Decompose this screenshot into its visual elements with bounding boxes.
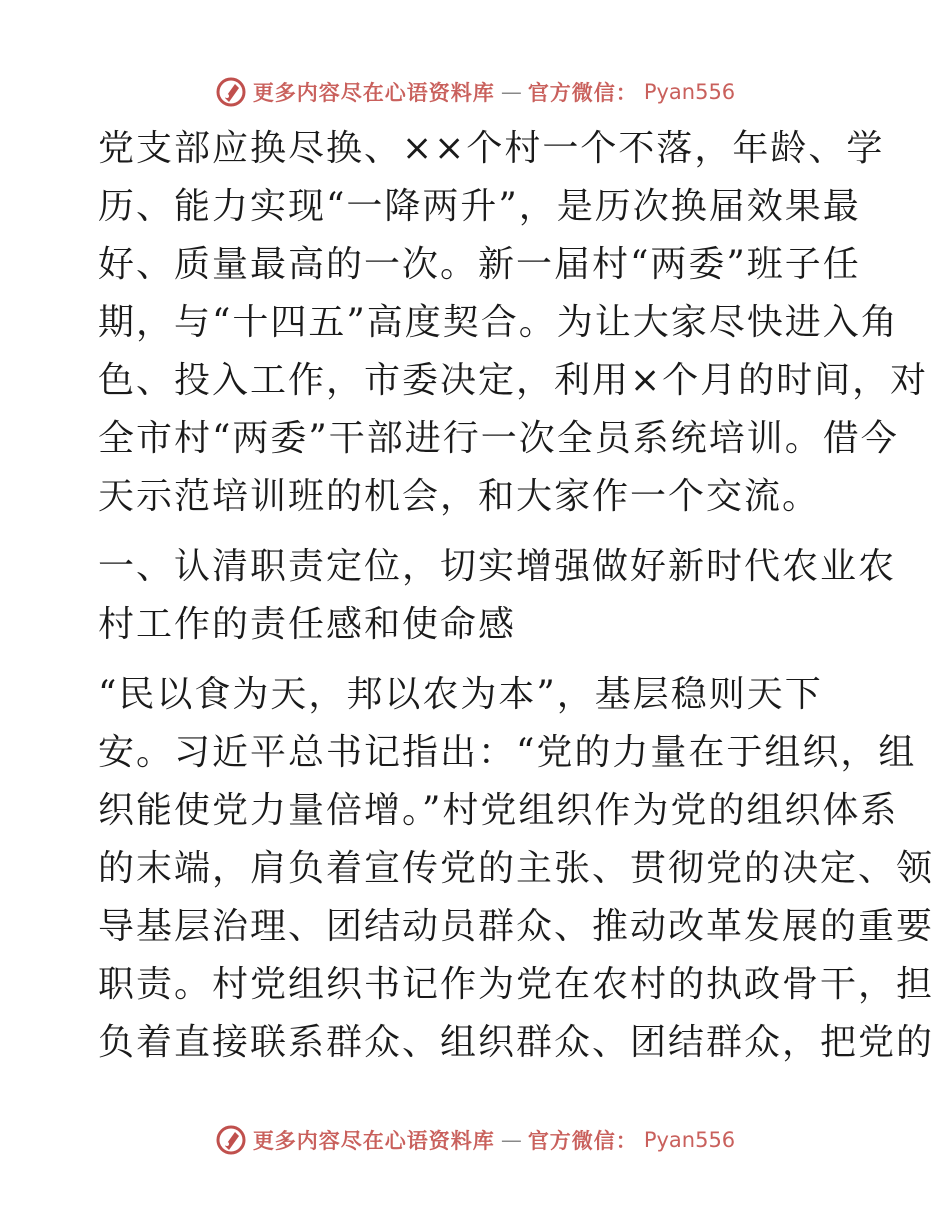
pen-nib-logo-icon: [215, 76, 247, 108]
document-body: [98, 120, 935, 1072]
text-line: 期，与“十四五”高度契合。为让大家尽快进入角: [98, 302, 899, 343]
text-line: 天示范培训班的机会，和大家作一个交流。: [98, 476, 821, 517]
watermark-wechat-id: Pyan556: [643, 80, 736, 104]
watermark-separator: —: [500, 1128, 522, 1152]
text-line: 导基层治理、团结动员群众、推动改革发展的重要: [98, 906, 935, 947]
section-heading-1: [98, 538, 897, 654]
text-line: 色、投入工作，市委决定，利用×个月的时间，对: [98, 360, 929, 401]
text-line: 职责。村党组织书记作为党在农村的执政骨干，担: [98, 964, 935, 1005]
text-line: 的末端，肩负着宣传党的主张、贯彻党的决定、领: [98, 848, 935, 889]
text-line: 党支部应换尽换、××个村一个不落，年龄、学: [98, 128, 885, 169]
text-line: “民以食为天，邦以农为本”，基层稳则天下: [98, 674, 823, 715]
watermark-wechat-label: 官方微信：: [527, 1129, 638, 1153]
heading-line: 一、认清职责定位，切实增强做好新时代农业农: [98, 546, 897, 587]
header-watermark: [0, 72, 950, 112]
pen-nib-logo-icon: [215, 1124, 247, 1156]
watermark-wechat-label: 官方微信：: [527, 81, 638, 105]
text-line: 安。习近平总书记指出：“党的力量在于组织，组: [98, 732, 917, 773]
heading-line: 村工作的责任感和使命感: [98, 604, 517, 645]
footer-watermark: [0, 1120, 950, 1160]
watermark-main-text: 更多内容尽在心语资料库: [252, 81, 495, 105]
text-line: 负着直接联系群众、组织群众、团结群众，把党的: [98, 1022, 935, 1063]
watermark-main-text: 更多内容尽在心语资料库: [252, 1129, 495, 1153]
watermark-wechat-id: Pyan556: [643, 1128, 736, 1152]
watermark-separator: —: [500, 80, 522, 104]
text-line: 历、能力实现“一降两升”，是历次换届效果最: [98, 186, 861, 227]
text-line: 好、质量最高的一次。新一届村“两委”班子任: [98, 244, 861, 285]
text-line: 全市村“两委”干部进行一次全员系统培训。借今: [98, 418, 899, 459]
paragraph-1: [98, 120, 929, 526]
paragraph-2: [98, 666, 935, 1072]
text-line: 织能使党力量倍增。”村党组织作为党的组织体系: [98, 790, 899, 831]
